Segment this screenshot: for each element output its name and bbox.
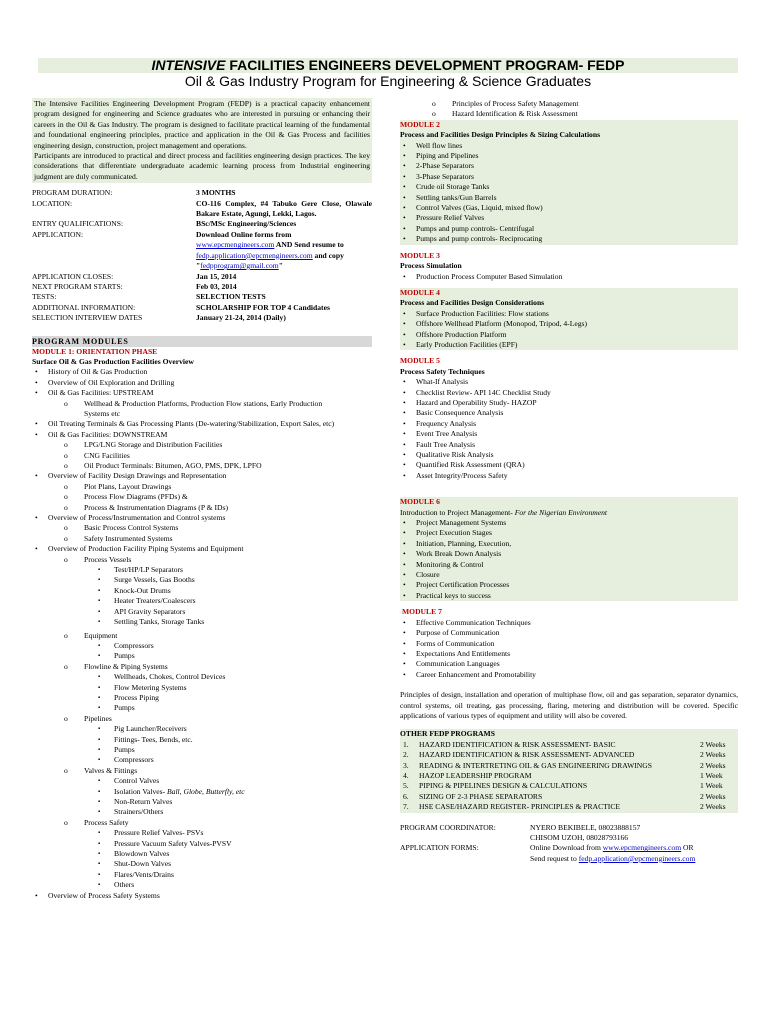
- list-item: ▪ Knock-Out Drums: [32, 586, 372, 596]
- module-5-block: [400, 356, 738, 481]
- list-item: • Overview of Facility Design Drawings and Representation: [32, 471, 372, 481]
- list-item: • Overview of Production Facility Piping Systems and Equipment: [32, 544, 372, 554]
- program-name: HAZOP LEADERSHIP PROGRAM: [419, 770, 532, 780]
- coordinator-2: CHISOM UZOH, 08028793166: [530, 833, 629, 842]
- list-item: • Oil & Gas Facilities: UPSTREAM: [32, 388, 372, 398]
- module-3-subheading: Process Simulation: [400, 261, 462, 271]
- list-item: ▪ Compressors: [32, 755, 372, 765]
- list-item: • Communication Languages: [400, 659, 738, 669]
- application-email-link[interactable]: fedp.application@epcmengineers.com: [196, 250, 313, 260]
- info-value: Jan 15, 2014: [196, 271, 237, 281]
- list-item: • 3-Phase Separators: [400, 172, 738, 182]
- program-duration: 2 Weeks: [700, 802, 726, 812]
- list-item: • Qualitative Risk Analysis: [400, 450, 738, 460]
- list-item: • Pumps and pump controls- Reciprocating: [400, 234, 738, 244]
- list-item: ▪ Control Valves: [32, 776, 372, 786]
- list-item: o Wellhead & Production Platforms, Production Flow stations, Early Production: [32, 399, 372, 409]
- list-item: • Control Valves (Gas, Liquid, mixed flow): [400, 203, 738, 213]
- list-item: o Process Safety: [32, 818, 372, 828]
- intro-box: [32, 98, 372, 183]
- row-number: 1.: [403, 739, 409, 749]
- list-item: ▪ Pig Launcher/Receivers: [32, 724, 372, 734]
- list-item: • Quantified Risk Assessment (QRA): [400, 460, 738, 470]
- module-2-heading: MODULE 2: [400, 119, 440, 129]
- module-7-list: [400, 618, 738, 680]
- application-value: [196, 230, 372, 272]
- info-value: CO-116 Complex, #4 Tabuko Gere Close, Olawale Bakare Estate, Agungi, Lekki, Lagos.: [196, 198, 372, 219]
- info-key: APPLICATION:: [32, 229, 84, 239]
- list-item: • Hazard and Operability Study- HAZOP: [400, 398, 738, 408]
- list-item: ▪ Pressure Relief Valves- PSVs: [32, 828, 372, 838]
- list-item: • Basic Consequence Analysis: [400, 408, 738, 418]
- list-item: ▪ Pumps: [32, 703, 372, 713]
- list-item: ▪ Flares/Vents/Drains: [32, 870, 372, 880]
- app-text-3: and copy ": [196, 250, 344, 271]
- list-item: o Pipelines: [32, 714, 372, 724]
- other-programs-heading: OTHER FEDP PROGRAMS: [400, 729, 738, 739]
- row-number: 7.: [403, 802, 409, 812]
- intro-paragraph-1: The Intensive Facilities Engineering Development Program (FEDP) is a practical capacity enhancement program designed for engineering and Science graduates who are interested in pursuing or enhancing their careers in the Oil & Gas Industry. The program is designed to facilitate practical learning of the fundamental and foundational engineering principles, practice and application in the Oil & Gas Process and facilities engineering design, construction, project management and operations.: [34, 99, 370, 150]
- list-item: ▪ Settling Tanks, Storage Tanks: [32, 617, 372, 627]
- module-2-subheading: Process and Facilities Design Principles & Sizing Calculations: [400, 130, 601, 140]
- list-item: • Overview of Oil Exploration and Drilling: [32, 378, 372, 388]
- list-item: • Overview of Process/Instrumentation and Control systems: [32, 513, 372, 523]
- list-item: • Career Enhancement and Promotability: [400, 670, 738, 680]
- info-key: PROGRAM DURATION:: [32, 188, 113, 198]
- list-item: ▪ Flow Metering Systems: [32, 683, 372, 693]
- list-item: • Settling tanks/Gun Barrels: [400, 193, 738, 203]
- list-item: ▪ Non-Return Valves: [32, 797, 372, 807]
- info-key: APPLICATION CLOSES:: [32, 271, 114, 281]
- module-6-block: [400, 497, 738, 601]
- list-item: • Piping and Pipelines: [400, 151, 738, 161]
- list-item: • Offshore Production Platform: [400, 330, 738, 340]
- program-duration: 1 Week: [700, 770, 723, 780]
- list-item: • Asset Integrity/Process Safety: [400, 471, 738, 481]
- table-row: [400, 781, 738, 791]
- subtitle: Oil & Gas Industry Program for Engineering & Science Graduates: [184, 73, 592, 89]
- table-row: [400, 761, 738, 771]
- module-3-list: [400, 272, 738, 282]
- info-key: TESTS:: [32, 292, 57, 302]
- list-item: • Work Break Down Analysis: [400, 549, 738, 559]
- module-3-heading: MODULE 3: [400, 250, 440, 260]
- app-text-4: ": [278, 261, 283, 271]
- list-item: • 2-Phase Separators: [400, 161, 738, 171]
- app-text-1: Download Online forms from: [196, 229, 292, 239]
- list-item: • Well flow lines: [400, 141, 738, 151]
- coordinator-label: PROGRAM COORDINATOR:: [400, 822, 496, 832]
- list-item: • Checklist Review- API 14C Checklist Study: [400, 388, 738, 398]
- row-number: 5.: [403, 781, 409, 791]
- app-text-2: AND Send resume to: [274, 240, 344, 250]
- program-name: READING & INTERTRETING OIL & GAS ENGINEERING DRAWINGS: [419, 760, 652, 770]
- title-rest: FACILITIES ENGINEERS DEVELOPMENT PROGRAM- FEDP: [229, 57, 625, 73]
- list-item: o Equipment: [32, 631, 372, 641]
- module-5-list: [400, 377, 738, 481]
- list-item: • Surface Production Facilities: Flow stations: [400, 309, 738, 319]
- summary-paragraph: Principles of design, installation and operation of multiphase flow, oil and gas separation, separator dynamics, control systems, oil treating, gas processing, flaring, metering and distribution will be covered. Specific applications of various types of equipment and utility will also be covered.: [400, 690, 738, 720]
- coordinator-1: NYERO BEKIBELE, 08023888157: [530, 822, 641, 832]
- table-row: [400, 792, 738, 802]
- info-key: LOCATION:: [32, 198, 73, 208]
- info-key: NEXT PROGRAM STARTS:: [32, 281, 123, 291]
- module-7-block: [400, 607, 738, 680]
- list-item: o Process & Instrumentation Diagrams (P & IDs): [32, 503, 372, 513]
- list-item: o Principles of Process Safety Management: [400, 99, 738, 109]
- list-item: • Effective Communication Techniques: [400, 618, 738, 628]
- info-key: ADDITIONAL INFORMATION:: [32, 302, 136, 312]
- list-item: o Process Flow Diagrams (PFDs) &: [32, 492, 372, 502]
- list-item: ▪ API Gravity Separators: [32, 607, 372, 617]
- list-item: ▪ Test/HP/LP Separators: [32, 565, 372, 575]
- table-row: [400, 740, 738, 750]
- forms-text-1: Online Download from: [530, 843, 603, 853]
- list-item: Systems etc: [84, 408, 121, 418]
- row-number: 4.: [403, 770, 409, 780]
- intro-paragraph-2: Participants are introduced to practical and direct process and facilities engineering design practices. The key considerations that differentiate undergraduate academic learning process from Industrial engineering judgment are duly communicated.: [34, 151, 370, 181]
- list-item: ▪ Heater Treaters/Coalescers: [32, 596, 372, 606]
- module-1-heading: MODULE 1: ORIENTATION PHASE: [32, 346, 158, 356]
- info-value: SELECTION TESTS: [196, 292, 266, 302]
- list-item: • Oil Treating Terminals & Gas Processing Plants (De-watering/Stabilization, Export Sales, etc): [32, 419, 372, 429]
- list-item: ▪ Surge Vessels, Gas Booths: [32, 575, 372, 585]
- info-value: Feb 03, 2014: [196, 281, 237, 291]
- contact-table: [400, 823, 738, 865]
- list-item: ▪ Others: [32, 880, 372, 890]
- forms-label: APPLICATION FORMS:: [400, 843, 479, 853]
- list-item: • Offshore Wellhead Platform (Monopod, Tripod, 4-Legs): [400, 319, 738, 329]
- forms-text-2: OR: [681, 843, 694, 853]
- module-6-heading: MODULE 6: [400, 497, 440, 507]
- list-item: • Practical keys to success: [400, 591, 738, 601]
- list-item: • Crude oil Storage Tanks: [400, 182, 738, 192]
- list-item: ▪ Fittings- Tees, Bends, etc.: [32, 735, 372, 745]
- module-6-sub-emphasis: For the Nigerian Environment: [514, 507, 608, 517]
- list-item: o Safety Instrumented Systems: [32, 534, 372, 544]
- program-duration: 1 Week: [700, 781, 723, 791]
- list-item: • What-If Analysis: [400, 377, 738, 387]
- module-5-heading: MODULE 5: [400, 356, 440, 366]
- list-item: • Purpose of Communication: [400, 628, 738, 638]
- forms-text-3: Send request to: [530, 853, 579, 863]
- program-name: HSE CASE/HAZARD REGISTER- PRINCIPLES & PRACTICE: [419, 802, 621, 812]
- list-item: • Project Certification Processes: [400, 580, 738, 590]
- module-1-subheading: Surface Oil & Gas Production Facilities Overview: [32, 356, 194, 366]
- list-item: • Event Tree Analysis: [400, 429, 738, 439]
- program-duration: 2 Weeks: [700, 750, 726, 760]
- list-item: [32, 787, 372, 797]
- coordinator-label-spacer: [400, 833, 530, 843]
- table-row: [400, 750, 738, 760]
- list-item: • Pressure Relief Valves: [400, 213, 738, 223]
- info-value: 3 MONTHS: [196, 188, 236, 198]
- list-item: ▪ Strainers/Others: [32, 807, 372, 817]
- list-item: ▪ Pumps: [32, 745, 372, 755]
- program-name: PIPING & PIPELINES DESIGN & CALCULATIONS: [419, 781, 588, 791]
- program-duration: 2 Weeks: [700, 760, 726, 770]
- right-column: [400, 99, 738, 864]
- left-column: [32, 98, 372, 901]
- list-item: • Production Process Computer Based Simulation: [400, 272, 738, 282]
- list-item: • Project Execution Stages: [400, 528, 738, 538]
- list-item: o Oil Product Terminals: Bitumen, AGO, PMS, DPK, LPFO: [32, 461, 372, 471]
- program-duration: 2 Weeks: [700, 791, 726, 801]
- list-item: • Monitoring & Control: [400, 560, 738, 570]
- list-item: o CNG Facilities: [32, 451, 372, 461]
- list-item: • Closure: [400, 570, 738, 580]
- other-programs-table: [400, 740, 738, 813]
- module-2-block: [400, 120, 738, 245]
- info-value: January 21-24, 2014 (Daily): [196, 313, 286, 323]
- valve-types: Ball, Globe, Butterfly, etc: [167, 786, 245, 796]
- list-item: ▪ Pressure Vacuum Safety Valves-PVSV: [32, 839, 372, 849]
- module-6-list: [400, 518, 738, 601]
- module-3-block: [400, 251, 738, 282]
- forms-website-link[interactable]: www.epcmengineers.com: [602, 843, 682, 853]
- list-item: o Process Vessels: [32, 555, 372, 565]
- website-link[interactable]: www.epcmengineers.com: [196, 240, 275, 250]
- info-value: SCHOLARSHIP FOR TOP 4 Candidates: [196, 302, 330, 312]
- list-item: • Expectations And Entitlements: [400, 649, 738, 659]
- list-item: • Initiation, Planning, Execution,: [400, 539, 738, 549]
- program-modules-heading: PROGRAM MODULES: [32, 336, 372, 347]
- valve-label: Isolation Valves-: [114, 786, 168, 796]
- gmail-link[interactable]: fedpprogram@gmail.com: [200, 261, 279, 271]
- list-item: ▪ Wellheads, Chokes, Control Devices: [32, 672, 372, 682]
- title-italic: INTENSIVE: [151, 57, 226, 73]
- list-item: • Early Production Facilities (EPF): [400, 340, 738, 350]
- list-item: • Overview of Process Safety Systems: [32, 891, 372, 901]
- table-row: [400, 771, 738, 781]
- module-6-sub-text: Introduction to Project Management-: [400, 507, 515, 517]
- list-item: • Frequency Analysis: [400, 419, 738, 429]
- list-item: • Project Management Systems: [400, 518, 738, 528]
- list-item: • History of Oil & Gas Production: [32, 367, 372, 377]
- list-item: ▪ Blowdown Valves: [32, 849, 372, 859]
- list-item: o Hazard Identification & Risk Assessment: [400, 109, 738, 119]
- list-item: o Flowline & Piping Systems: [32, 662, 372, 672]
- list-item: • Pumps and pump controls- Centrifugal: [400, 224, 738, 234]
- module-6-subheading: [400, 508, 738, 518]
- program-name: HAZARD IDENTIFICATION & RISK ASSESSMENT- BASIC: [419, 739, 616, 749]
- list-item: o Valves & Fittings: [32, 766, 372, 776]
- module-4-list: [400, 309, 738, 351]
- list-item: • Forms of Communication: [400, 639, 738, 649]
- list-item: o Basic Process Control Systems: [32, 523, 372, 533]
- forms-email-link[interactable]: fedp.application@epcmengineers.com: [578, 853, 696, 863]
- main-title: [38, 58, 738, 73]
- list-item: o Plot Plans, Layout Drawings: [32, 482, 372, 492]
- program-duration: 2 Weeks: [700, 739, 726, 749]
- list-item: • Fault Tree Analysis: [400, 440, 738, 450]
- module-4-subheading: Process and Facilities Design Considerations: [400, 298, 545, 308]
- list-item: ▪ Compressors: [32, 641, 372, 651]
- module-1-list: [32, 367, 372, 901]
- list-item: ▪ Process Piping: [32, 693, 372, 703]
- module-4-heading: MODULE 4: [400, 287, 440, 297]
- module-5-subheading: Process Safety Techniques: [400, 366, 485, 376]
- row-number: 3.: [403, 760, 409, 770]
- info-key: SELECTION INTERVIEW DATES: [32, 313, 143, 323]
- row-number: 6.: [403, 791, 409, 801]
- table-row: [400, 802, 738, 812]
- program-info-table: [32, 188, 372, 323]
- forms-value: [530, 843, 738, 864]
- other-programs: [400, 729, 738, 812]
- program-name: HAZARD IDENTIFICATION & RISK ASSESSMENT- ADVANCED: [419, 750, 635, 760]
- info-value: BSc/MSc Engineering/Sciences: [196, 219, 297, 229]
- list-item: ▪ Shut-Down Valves: [32, 859, 372, 869]
- info-key: ENTRY QUALIFICATIONS:: [32, 219, 124, 229]
- list-item: • Oil & Gas Facilities: DOWNSTREAM: [32, 430, 372, 440]
- program-name: SIZING OF 2-3 PHASE SEPARATORS: [419, 791, 543, 801]
- module-4-block: [400, 288, 738, 350]
- module-1-continued: [400, 99, 738, 120]
- module-7-heading: MODULE 7: [402, 607, 442, 617]
- row-number: 2.: [403, 750, 409, 760]
- module-2-list: [400, 141, 738, 245]
- list-item: ▪ Pumps: [32, 651, 372, 661]
- list-item: o LPG/LNG Storage and Distribution Facilities: [32, 440, 372, 450]
